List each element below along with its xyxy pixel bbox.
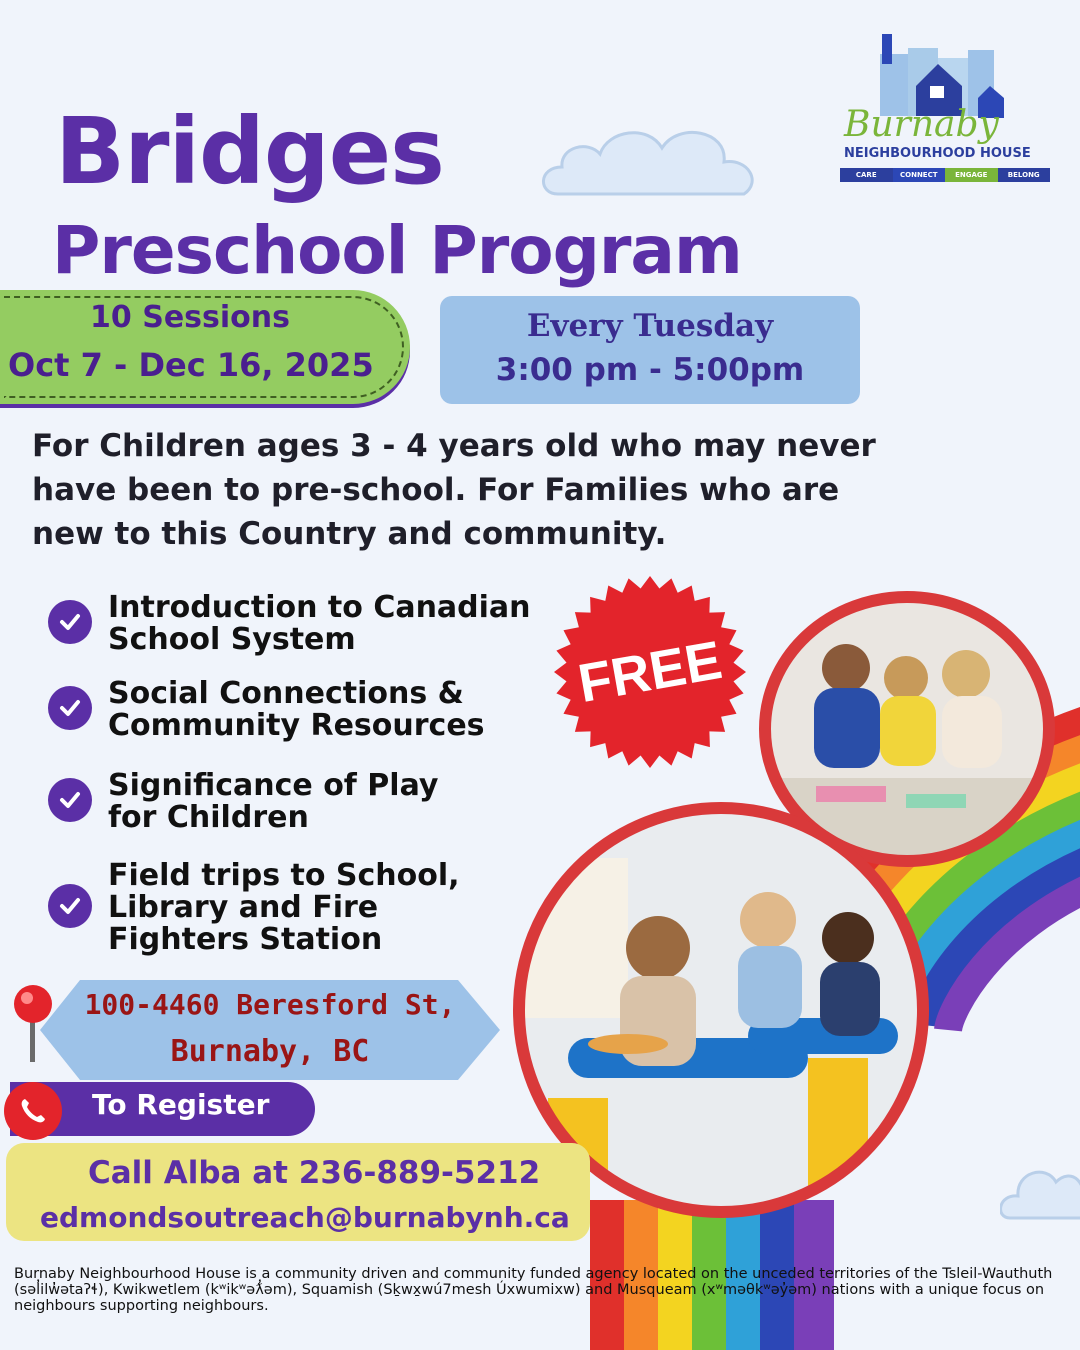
logo-tag-belong: BELONG <box>998 168 1051 182</box>
contact-email[interactable]: edmondsoutreach@burnabynh.ca <box>40 1201 570 1234</box>
free-starburst-badge <box>552 574 748 770</box>
phone-icon <box>4 1082 62 1140</box>
bullet-line: School System <box>108 622 356 657</box>
check-circle-icon <box>48 884 92 928</box>
schedule-box <box>440 296 860 404</box>
bullet-line: Fighters Station <box>108 922 383 957</box>
address-line-1: 100-4460 Beresford St, <box>84 988 456 1021</box>
list-item <box>48 678 485 742</box>
bullet-line: Community Resources <box>108 708 485 743</box>
list-item <box>48 860 460 956</box>
bullet-line: Introduction to Canadian <box>108 590 531 625</box>
sessions-count: 10 Sessions <box>90 300 290 335</box>
logo-tag-engage: ENGAGE <box>945 168 998 182</box>
cloud-bottom <box>1000 1148 1080 1228</box>
bullet-line: Social Connections & <box>108 676 464 711</box>
program-description: For Children ages 3 - 4 years old who may never have been to pre-school. For Families who are new to this Country and community. <box>32 428 876 552</box>
sessions-dates: Oct 7 - Dec 16, 2025 <box>8 346 374 384</box>
list-item <box>48 592 531 656</box>
logo-subtitle: NEIGHBOURHOOD HOUSE <box>844 146 1031 161</box>
address-line-2: Burnaby, BC <box>170 1034 370 1069</box>
footer-acknowledgement: Burnaby Neighbourhood House is a community driven and community funded agency located on the unceded territories of the Tsleil-Wauthuth (səl̓ilw̓ətaʔɬ), Kwikwetlem (kʷikʷəƛ̓əm), Squamish (Sḵwx̱wú7mesh Úxwumixw) and Musqueam (xʷməθkʷəy̓əm) nations with a unique focus on neighbours supporting neighbours. <box>14 1266 1053 1314</box>
bullet-line: for Children <box>108 800 309 835</box>
check-circle-icon <box>48 600 92 644</box>
bullet-line: Significance of Play <box>108 768 439 803</box>
bullet-line: Library and Fire <box>108 890 379 925</box>
logo-tagbar <box>840 168 1050 182</box>
register-label: To Register <box>92 1088 270 1121</box>
list-item <box>48 770 438 834</box>
sessions-banner <box>0 290 410 404</box>
schedule-time: 3:00 pm - 5:00pm <box>495 352 805 388</box>
cloud-top <box>538 112 768 212</box>
check-circle-icon <box>48 686 92 730</box>
schedule-day: Every Tuesday <box>526 308 774 344</box>
contact-phone[interactable]: Call Alba at 236-889-5212 <box>88 1155 541 1191</box>
page-subtitle: Preschool Program <box>52 212 742 289</box>
free-badge-text: FREE <box>573 629 727 715</box>
logo-name: Burnaby <box>844 104 999 145</box>
burnaby-nh-logo <box>838 28 1058 188</box>
page-title: Bridges <box>55 98 444 205</box>
address-box <box>40 980 500 1080</box>
bullet-line: Field trips to School, <box>108 858 460 893</box>
contact-box <box>6 1143 590 1241</box>
logo-tag-connect: CONNECT <box>893 168 946 182</box>
logo-tag-care: CARE <box>840 168 893 182</box>
check-circle-icon <box>48 778 92 822</box>
